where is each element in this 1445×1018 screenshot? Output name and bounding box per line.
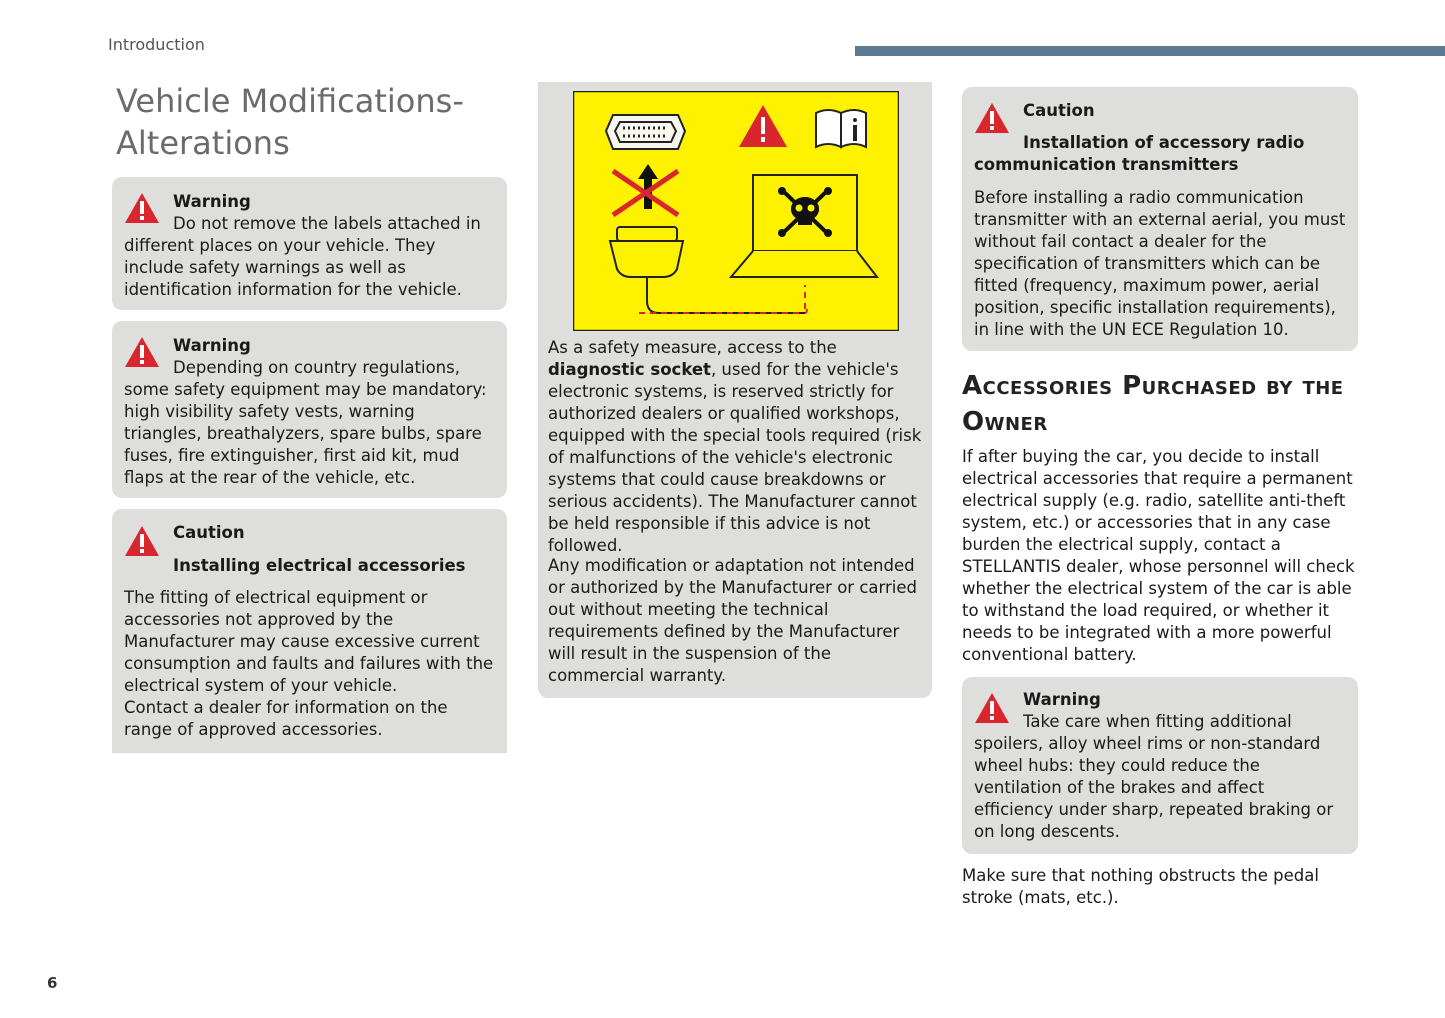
laptop-skull-icon bbox=[731, 175, 877, 277]
header-accent-bar bbox=[855, 46, 1445, 56]
warning-box-labels bbox=[112, 177, 507, 310]
text-before: As a safety measure, access to the bbox=[548, 338, 837, 357]
page-number: 6 bbox=[47, 974, 58, 992]
diagnostic-socket-text bbox=[548, 337, 926, 557]
warning-box-safety-equipment bbox=[112, 321, 507, 498]
warning-triangle-icon bbox=[974, 102, 1010, 134]
warning-text: Do not remove the labels attached in different places on your vehicle. They include safety warnings as well as identification information for the vehicle. bbox=[124, 214, 481, 299]
text-after: , used for the vehicle's electronic systems, is reserved strictly for authorized dealers or qualified workshops, equipped with the special tools required (risk of malfunctions of the vehicle's electronic systems that could cause breakdowns or serious accidents). The Manufacturer cannot be held responsible if this advice is not followed. bbox=[548, 360, 922, 555]
diagnostic-socket-panel bbox=[538, 82, 932, 698]
caution-heading: Caution bbox=[173, 523, 245, 542]
caution-text-contact: Contact a dealer for information on the range of approved accessories. bbox=[124, 698, 448, 739]
accessories-paragraph: If after buying the car, you decide to install electrical accessories that require a permanent electrical supply (e.g. radio, satellite anti-theft system, etc.) or accessories that in any case burden the electrical supply, contact a STELLANTIS dealer, whose personnel will check whether the electrical system of the car is able to withstand the load required, or whether it needs to be integrated with a more powerful conventional battery. bbox=[962, 447, 1355, 664]
caution-box-radio bbox=[962, 87, 1358, 351]
warning-triangle-icon bbox=[124, 192, 160, 224]
diagnostic-socket-bold: diagnostic socket bbox=[548, 360, 711, 379]
caution-heading: Caution bbox=[1023, 101, 1095, 120]
caution-box-electrical bbox=[112, 509, 507, 753]
warning-text: Depending on country regulations, some safety equipment may be mandatory: high visibility safety vests, warning triangles, breathalyzers, spare bulbs, spare fuses, fire extinguisher, first aid kit, mud flaps at the rear of the vehicle, etc. bbox=[124, 358, 487, 487]
warning-text: Take care when fitting additional spoilers, alloy wheel rims or non-standard wheel hubs: they could reduce the ventilation of the brakes and affect efficiency under sharp, repeated braking or on long descents. bbox=[974, 712, 1334, 841]
section-heading-accessories: Accessories Purchased by the Owner bbox=[962, 371, 1344, 437]
warning-heading: Warning bbox=[173, 336, 251, 355]
warning-box-spoilers bbox=[962, 677, 1358, 854]
warning-triangle-icon bbox=[974, 692, 1010, 724]
caution-text: Before installing a radio communication transmitter with an external aerial, you must without fail contact a dealer for the specification of transmitters which can be fitted (frequency, maximum power, aerial position, specific installation requirements), in line with the UN ECE Regulation 10. bbox=[974, 188, 1346, 339]
caution-subheading: Installing electrical accessories bbox=[173, 556, 466, 575]
page-title: Vehicle Modifications-Alterations bbox=[116, 82, 464, 162]
diagnostic-socket-warning-label bbox=[573, 91, 899, 331]
warning-heading: Warning bbox=[1023, 690, 1101, 709]
section-label: Introduction bbox=[108, 35, 205, 54]
caution-text: The fitting of electrical equipment or accessories not approved by the Manufacturer may cause excessive current consumption and faults and failures with the electrical system of your vehicle. bbox=[124, 588, 494, 695]
manual-info-icon bbox=[816, 110, 866, 147]
warning-heading: Warning bbox=[173, 192, 251, 211]
caution-subheading: Installation of accessory radio communication transmitters bbox=[974, 133, 1305, 174]
obd-connector-icon bbox=[606, 115, 685, 149]
warning-triangle-icon bbox=[124, 525, 160, 557]
modification-warranty-text: Any modification or adaptation not intended or authorized by the Manufacturer or carried out without meeting the technical requirements defined by the Manufacturer will result in the suspension of the commercial warranty. bbox=[548, 556, 917, 685]
warning-triangle-icon bbox=[124, 336, 160, 368]
pedal-stroke-text: Make sure that nothing obstructs the pedal stroke (mats, etc.). bbox=[962, 866, 1319, 907]
